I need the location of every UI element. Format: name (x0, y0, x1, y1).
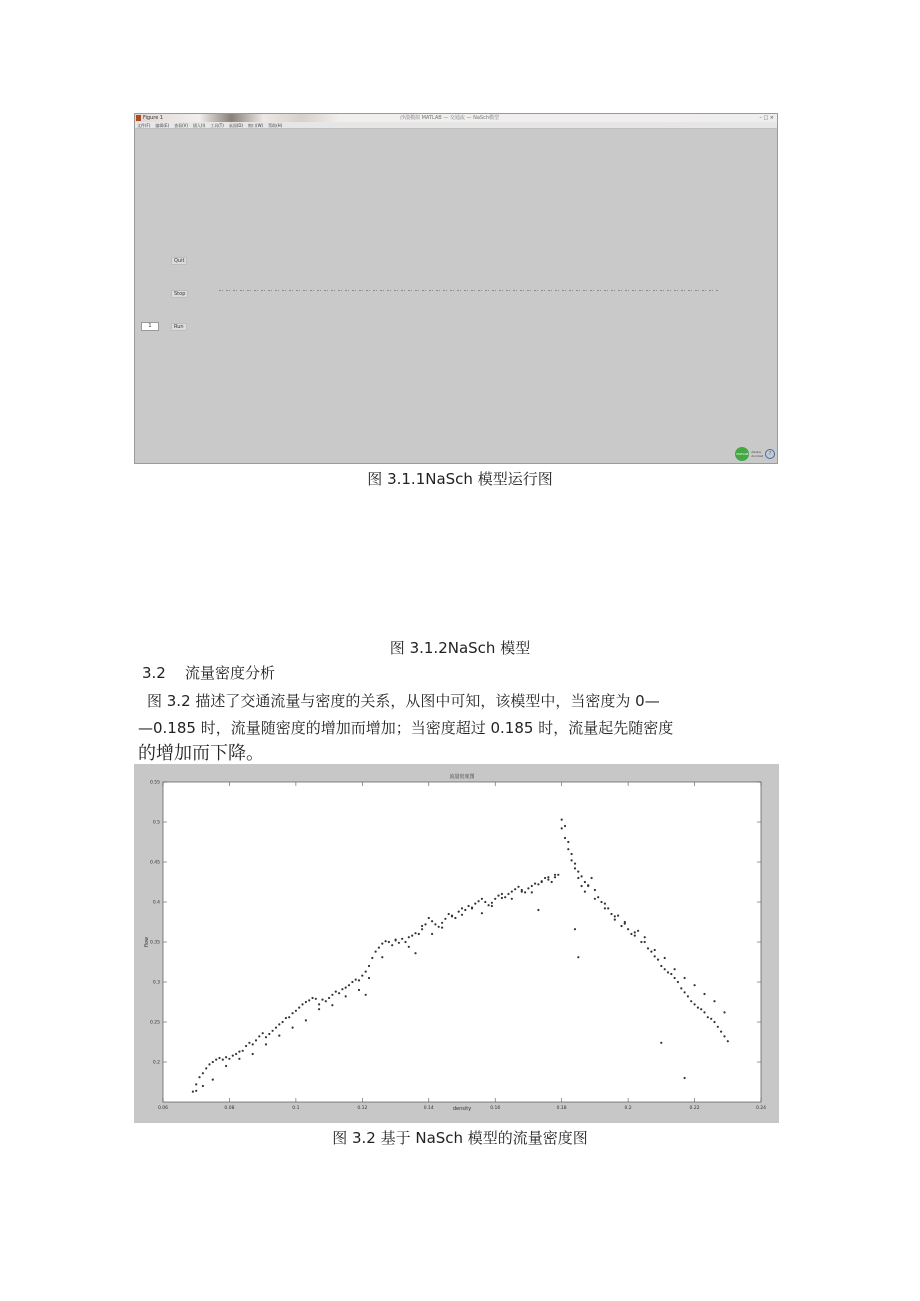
data-point (703, 993, 705, 995)
data-point (674, 968, 676, 970)
data-point (640, 941, 642, 943)
data-point (713, 1000, 715, 1002)
data-point (561, 819, 563, 821)
data-point (557, 874, 559, 876)
body-paragraph (138, 688, 738, 765)
data-point (378, 947, 380, 949)
chart-title: 流量密度图 (449, 774, 475, 780)
matlab-logo-icon: MATLAB (735, 447, 749, 461)
data-point (571, 853, 573, 855)
run-button[interactable]: Run (171, 323, 187, 331)
x-tick-label: 0.14 (423, 1106, 434, 1111)
x-tick-label: 0.12 (357, 1106, 368, 1111)
data-point (202, 1072, 204, 1074)
data-point (404, 941, 406, 943)
data-point (491, 902, 493, 904)
data-point (198, 1076, 200, 1078)
data-point (488, 904, 490, 906)
data-point (684, 991, 686, 993)
data-point (421, 925, 423, 927)
data-point (345, 995, 347, 997)
data-point (554, 876, 556, 878)
taskbar-badge (735, 447, 775, 461)
data-point (218, 1057, 220, 1059)
data-point (282, 1021, 284, 1023)
speed-input[interactable]: 1 (141, 322, 159, 331)
data-point (395, 939, 397, 941)
data-point (318, 1008, 320, 1010)
data-point (265, 1043, 267, 1045)
data-point (471, 907, 473, 909)
data-point (723, 1035, 725, 1037)
data-point (232, 1055, 234, 1057)
data-point (630, 933, 632, 935)
data-point (275, 1027, 277, 1029)
data-point (687, 995, 689, 997)
data-point (388, 941, 390, 943)
data-point (564, 837, 566, 839)
data-point (208, 1063, 210, 1065)
data-point (268, 1033, 270, 1035)
y-tick-label: 0.4 (152, 900, 160, 906)
data-point (335, 991, 337, 993)
data-point (564, 825, 566, 827)
data-point (361, 975, 363, 977)
data-point (594, 898, 596, 900)
data-point (617, 915, 619, 917)
x-tick-label: 0.24 (755, 1106, 767, 1111)
data-point (644, 936, 646, 938)
data-point (674, 977, 676, 979)
data-point (481, 912, 483, 914)
data-point (544, 877, 546, 879)
data-point (713, 1021, 715, 1023)
data-point (245, 1045, 247, 1047)
data-point (670, 973, 672, 975)
data-point (295, 1010, 297, 1012)
data-point (534, 883, 536, 885)
menu-window[interactable]: 窗口(W) (248, 123, 264, 128)
data-point (647, 947, 649, 949)
data-point (195, 1083, 197, 1085)
window-controls[interactable]: – □ × (759, 115, 774, 121)
data-point (547, 879, 549, 881)
flow-density-figure (134, 764, 779, 1123)
menu-edit[interactable]: 编辑(E) (155, 123, 170, 128)
data-point (567, 841, 569, 843)
y-tick-label: 0.3 (152, 980, 160, 986)
menu-file[interactable]: 文件(F) (137, 123, 151, 128)
data-point (321, 999, 323, 1001)
data-point (677, 981, 679, 983)
matlab-app-icon (136, 115, 141, 121)
figure-menubar (135, 122, 777, 129)
data-point (424, 923, 426, 925)
data-point (358, 989, 360, 991)
data-point (684, 977, 686, 979)
y-tick-label: 0.2 (152, 1060, 160, 1066)
data-point (581, 885, 583, 887)
data-point (411, 935, 413, 937)
data-point (610, 913, 612, 915)
data-point (192, 1091, 194, 1093)
stop-button[interactable]: Stop (171, 290, 188, 298)
data-point (501, 893, 503, 895)
data-point (272, 1030, 274, 1032)
data-point (694, 1003, 696, 1005)
data-point (418, 933, 420, 935)
data-point (690, 1000, 692, 1002)
data-point (551, 881, 553, 883)
data-point (584, 881, 586, 883)
badge-text: Adobe Acrobat (751, 450, 763, 458)
data-point (265, 1036, 267, 1038)
data-point (255, 1039, 257, 1041)
section-number: 3.2 (142, 664, 166, 682)
data-point (577, 956, 579, 958)
data-point (574, 867, 576, 869)
window-center-title: 沙漠模拟 MATLAB — 交通流 — NaSch模型 (400, 115, 499, 121)
data-point (703, 1011, 705, 1013)
data-point (212, 1061, 214, 1063)
menu-help[interactable]: 帮助(H) (268, 123, 283, 128)
data-point (604, 907, 606, 909)
x-tick-label: 0.22 (689, 1106, 700, 1111)
data-point (441, 922, 443, 924)
data-point (235, 1053, 237, 1055)
data-point (577, 871, 579, 873)
data-point (278, 1035, 280, 1037)
section-title: 流量密度分析 (184, 664, 275, 682)
data-point (308, 999, 310, 1001)
data-point (311, 997, 313, 999)
x-tick-label: 0.16 (490, 1106, 501, 1111)
paragraph-line-1: 图 3.2 描述了交通流量与密度的关系，从图中可知，该模型中，当密度为 0— (147, 692, 660, 710)
data-point (355, 979, 357, 981)
data-point (524, 891, 526, 893)
data-point (637, 930, 639, 932)
data-point (607, 907, 609, 909)
caption-fig-311: 图 3.1.1NaSch 模型运行图 (367, 470, 553, 488)
section-heading (142, 662, 275, 683)
caption-fig-312: 图 3.1.2NaSch 模型 (389, 639, 531, 657)
data-point (591, 877, 593, 879)
data-point (225, 1056, 227, 1058)
menu-insert[interactable]: 插入(I) (192, 123, 206, 128)
data-point (195, 1090, 197, 1092)
caption-fig-32: 图 3.2 基于 NaSch 模型的流量密度图 (332, 1129, 588, 1147)
data-point (434, 923, 436, 925)
data-point (242, 1050, 244, 1052)
paragraph-line-3: 的增加而下降。 (138, 743, 264, 764)
data-point (707, 1016, 709, 1018)
data-point (614, 915, 616, 917)
data-point (494, 898, 496, 900)
data-point (222, 1059, 224, 1061)
data-point (401, 938, 403, 940)
data-point (624, 923, 626, 925)
data-point (318, 1003, 320, 1005)
data-point (660, 1042, 662, 1044)
data-point (305, 1001, 307, 1003)
data-point (484, 901, 486, 903)
data-point (441, 927, 443, 929)
data-point (305, 1019, 307, 1021)
data-point (292, 1027, 294, 1029)
y-tick-label: 0.35 (149, 940, 160, 946)
data-point (541, 881, 543, 883)
data-point (627, 928, 629, 930)
data-point (428, 917, 430, 919)
data-point (345, 987, 347, 989)
data-point (464, 909, 466, 911)
data-point (205, 1067, 207, 1069)
y-tick-label: 0.45 (149, 860, 160, 866)
data-point (491, 905, 493, 907)
data-point (421, 928, 423, 930)
x-tick-label: 0.08 (224, 1106, 235, 1111)
y-tick-label: 0.25 (149, 1020, 160, 1026)
data-point (517, 886, 519, 888)
data-point (587, 885, 589, 887)
data-point (581, 875, 583, 877)
data-point (454, 917, 456, 919)
data-point (408, 936, 410, 938)
data-point (720, 1031, 722, 1033)
data-point (501, 897, 503, 899)
data-point (368, 977, 370, 979)
road-vehicle-line (219, 290, 719, 291)
data-point (252, 1043, 254, 1045)
data-point (202, 1085, 204, 1087)
data-point (717, 1026, 719, 1028)
data-point (331, 1004, 333, 1006)
data-point (341, 988, 343, 990)
data-point (531, 891, 533, 893)
data-point (664, 968, 666, 970)
data-point (301, 1003, 303, 1005)
data-point (238, 1058, 240, 1060)
data-point (468, 905, 470, 907)
data-point (331, 994, 333, 996)
data-point (351, 981, 353, 983)
data-point (481, 898, 483, 900)
data-point (614, 919, 616, 921)
data-point (358, 979, 360, 981)
data-point (511, 898, 513, 900)
data-point (375, 951, 377, 953)
data-point (634, 935, 636, 937)
data-point (478, 900, 480, 902)
data-point (238, 1051, 240, 1053)
data-point (458, 911, 460, 913)
data-point (600, 901, 602, 903)
data-point (571, 859, 573, 861)
data-point (664, 957, 666, 959)
data-point (521, 891, 523, 893)
data-point (368, 965, 370, 967)
data-point (657, 959, 659, 961)
data-point (584, 891, 586, 893)
data-point (431, 920, 433, 922)
data-point (531, 885, 533, 887)
y-axis-label: flow (144, 936, 150, 948)
data-point (381, 943, 383, 945)
x-tick-label: 0.1 (292, 1106, 300, 1111)
data-point (654, 955, 656, 957)
data-point (620, 925, 622, 927)
data-point (504, 896, 506, 898)
data-point (597, 896, 599, 898)
data-point (561, 827, 563, 829)
data-point (338, 992, 340, 994)
data-point (225, 1065, 227, 1067)
data-point (391, 944, 393, 946)
data-point (278, 1023, 280, 1025)
data-point (497, 895, 499, 897)
data-point (514, 888, 516, 890)
data-point (381, 956, 383, 958)
window-titlebar[interactable] (135, 114, 777, 122)
data-point (700, 1008, 702, 1010)
data-point (365, 994, 367, 996)
data-point (710, 1018, 712, 1020)
data-point (288, 1016, 290, 1018)
data-point (444, 918, 446, 920)
data-point (644, 941, 646, 943)
data-point (258, 1035, 260, 1037)
data-point (527, 887, 529, 889)
x-tick-label: 0.2 (624, 1106, 632, 1111)
data-point (461, 907, 463, 909)
data-point (292, 1012, 294, 1014)
data-point (285, 1017, 287, 1019)
data-point (328, 997, 330, 999)
x-tick-label: 0.18 (556, 1106, 567, 1111)
data-point (438, 926, 440, 928)
data-point (660, 965, 662, 967)
data-point (315, 998, 317, 1000)
data-point (461, 914, 463, 916)
data-point (547, 876, 549, 878)
data-point (252, 1053, 254, 1055)
data-point (511, 891, 513, 893)
help-icon[interactable]: ? (765, 449, 775, 459)
data-point (574, 863, 576, 865)
menu-desktop[interactable]: 桌面(D) (228, 123, 244, 128)
window-title: Figure 1 (143, 115, 164, 121)
data-point (680, 987, 682, 989)
data-point (537, 883, 539, 885)
data-point (554, 874, 556, 876)
data-point (325, 1000, 327, 1002)
data-point (650, 951, 652, 953)
data-point (474, 903, 476, 905)
data-point (574, 928, 576, 930)
y-tick-label: 0.5 (152, 820, 160, 826)
data-point (365, 971, 367, 973)
paragraph-line-2: —0.185 时，流量随密度的增加而增加；当密度超过 0.185 时，流量起先随密度 (138, 719, 674, 737)
data-point (577, 877, 579, 879)
data-point (371, 957, 373, 959)
data-point (348, 984, 350, 986)
data-point (634, 931, 636, 933)
data-point (215, 1059, 217, 1061)
quit-button[interactable]: Quit (171, 257, 187, 265)
data-point (594, 889, 596, 891)
data-point (723, 1011, 725, 1013)
data-point (262, 1032, 264, 1034)
x-tick-label: 0.06 (157, 1106, 169, 1111)
menu-tools[interactable]: 工具(T) (210, 123, 224, 128)
data-point (694, 984, 696, 986)
data-point (654, 949, 656, 951)
y-tick-label: 0.55 (149, 780, 160, 786)
data-point (248, 1042, 250, 1044)
data-point (448, 913, 450, 915)
data-point (398, 942, 400, 944)
data-point (212, 1079, 214, 1081)
data-point (228, 1058, 230, 1060)
data-point (697, 1007, 699, 1009)
data-point (684, 1077, 686, 1079)
data-point (298, 1007, 300, 1009)
data-point (727, 1040, 729, 1042)
data-point (604, 903, 606, 905)
data-point (451, 915, 453, 917)
x-axis-label: density (452, 1106, 472, 1112)
data-point (408, 946, 410, 948)
menu-view[interactable]: 查看(V) (174, 123, 188, 128)
data-point (567, 848, 569, 850)
data-point (414, 932, 416, 934)
data-point (385, 940, 387, 942)
data-point (414, 952, 416, 954)
data-point (507, 893, 509, 895)
flow-density-chart (134, 764, 779, 1123)
data-point (431, 933, 433, 935)
matlab-figure-window (134, 113, 778, 464)
data-point (667, 971, 669, 973)
data-point (537, 909, 539, 911)
